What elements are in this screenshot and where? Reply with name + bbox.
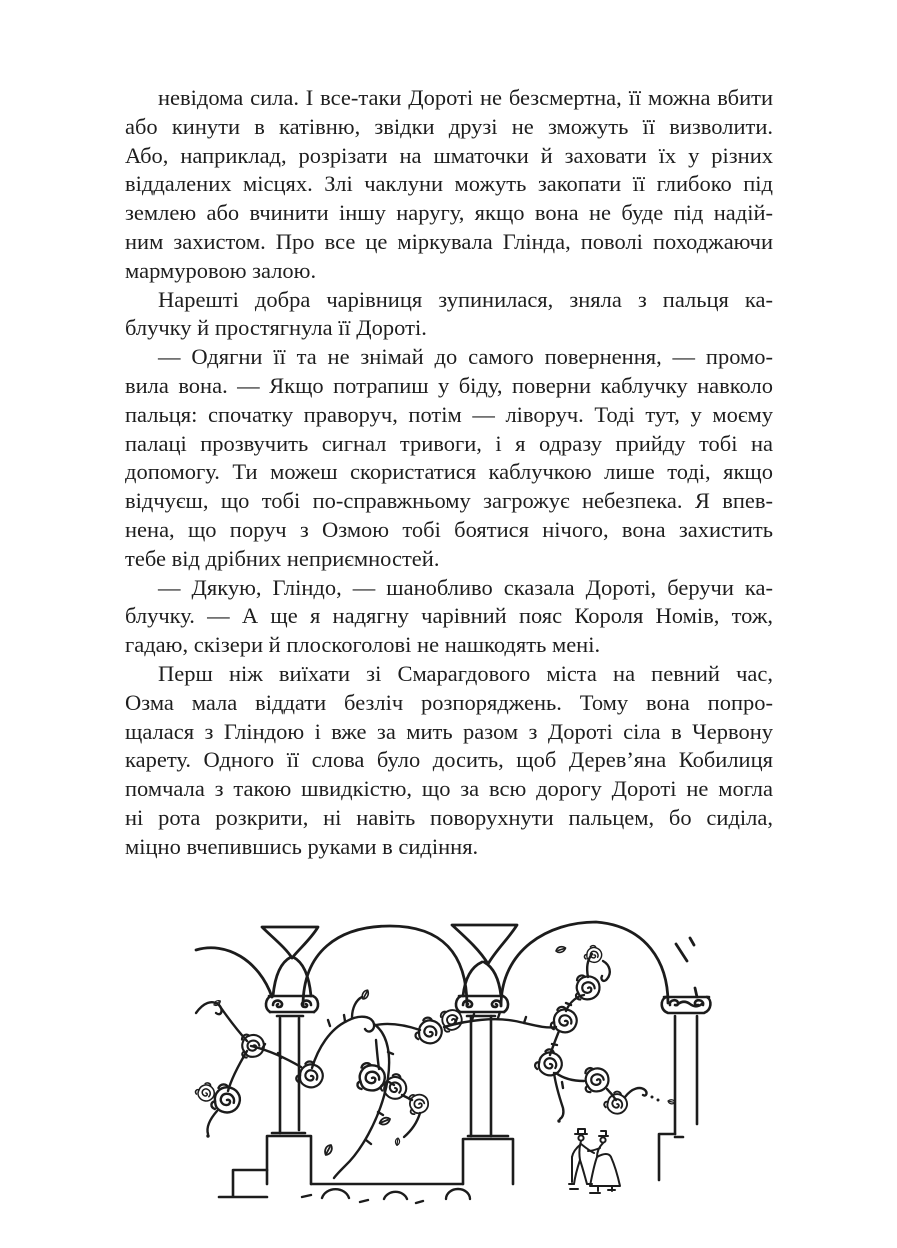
paragraph [125,84,773,286]
text-line: блучку. — А ще я надягну чарівний пояс Короля Номів, тож, [125,603,773,629]
text-line: пальця: спочатку праворуч, потім — ліворуч. Тоді тут, у моєму [125,401,773,427]
text-line: мармуровою залою. [125,257,317,283]
column-2 [456,996,513,1184]
text-line: помчала з такою швидкістю, що за всю дорогу Дороті не могла [125,776,773,802]
text-line: Перш ніж виїхати зі Смарагдового міста на певний час, [158,660,773,686]
paragraph [125,286,773,344]
roses [194,944,631,1117]
text-line: блучку й простягнула її Дороті. [125,315,427,341]
text-line: ні рота розкрити, ні навіть поворухнути пальцем, бо сиділа, [125,804,773,830]
text-line: Озма мала віддати безліч розпоряджень. Тому вона попро- [125,689,773,715]
text-line: віддалених місцях. Злі чаклуни можуть закопати її глибоко під [125,171,773,197]
text-line: гадаю, скізери й плоскоголові не нашкодять мені. [125,632,601,658]
text-line: вила вона. — Якщо потрапиш у біду, поверни каблучку навколо [125,372,773,398]
text-line: тебе від дрібних неприємностей. [125,545,440,571]
text-line: Нарешті добра чарівниця зупинилася, зняла з пальця ка- [158,286,773,312]
text-line: або кинути в катівню, звідки друзі не зможуть її визволити. [125,113,773,139]
column-3 [659,997,710,1180]
text-line: допомогу. Ти можеш скористатися каблучкою лише тоді, якщо [125,459,773,485]
text-line: землею або вчинити іншу наругу, якщо вона не буде під надій- [125,200,773,226]
strolling-figures [569,1129,620,1193]
text-line: палаці прозвучить сигнал тривоги, і я одразу прийду тобі на [125,430,773,456]
text-line: — Одягни її та не знімай до самого повернення, — промо- [158,344,773,370]
leaves [213,946,676,1157]
text-line: нена, що поруч з Озмою тобі боятися нічого, вона захистить [125,516,773,542]
paragraph [125,660,773,862]
floor-and-shrubs [302,1184,470,1203]
text-line: невідома сила. І все-таки Дороті не безсмертна, її можна вбити [158,85,773,110]
paragraph [125,343,773,573]
text-line: відчуєш, що тобі по-справжньому загрожує небезпека. Я впев- [125,488,773,514]
text-line: щалася з Гліндою і вже за мить разом з Дороті сіла в Червону [125,718,773,744]
text-block [125,84,773,862]
paragraph [125,574,773,660]
text-line: карету. Одного її слова було досить, щоб Дерев’яна Кобилиця [125,747,773,773]
text-line: міцно вчепившись руками в сидіння. [125,833,479,859]
illustration-svg [190,912,715,1212]
text-line: Або, наприклад, розрізати на шматочки й заховати їх у різних [125,142,773,168]
colonnade-arches [196,922,697,1006]
text-line: — Дякую, Гліндо, — шанобливо сказала Дороті, беручи ка- [158,574,773,600]
colonnade-roses-illustration [190,912,715,1212]
text-line: ним захистом. Про все це міркувала Глінда, поволі походжаючи [125,228,773,254]
